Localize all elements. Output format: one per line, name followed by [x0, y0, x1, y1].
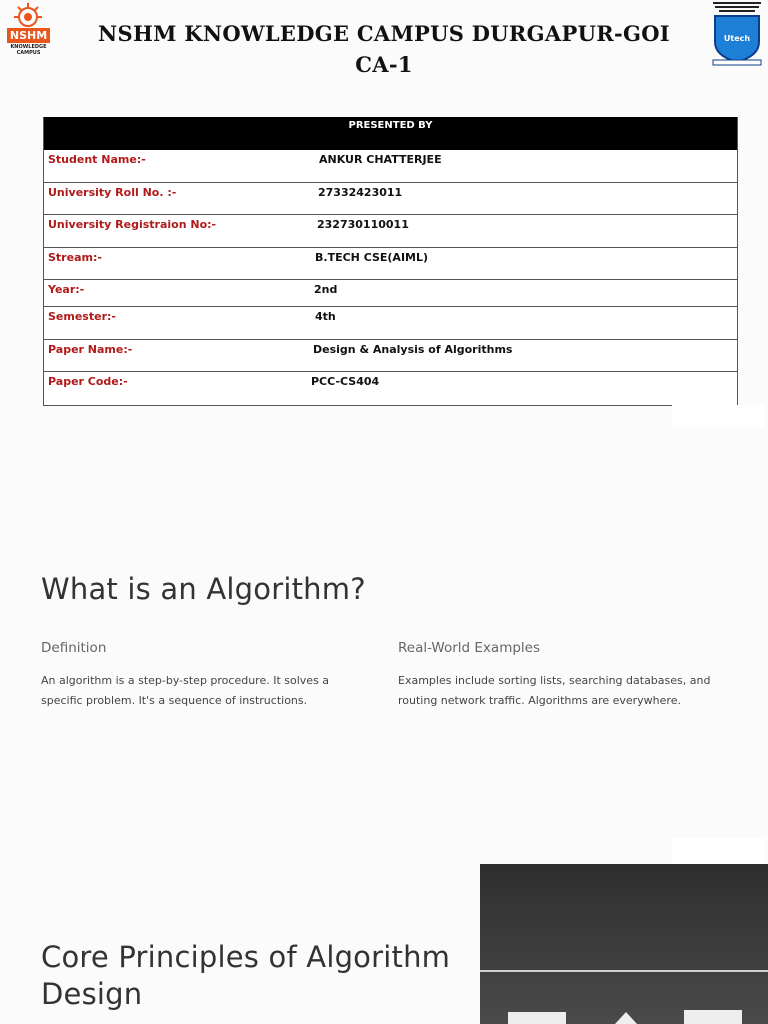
roll-no-value: 27332423011 — [318, 186, 403, 199]
table-row — [44, 183, 737, 215]
examples-heading: Real-World Examples — [398, 640, 541, 656]
paper-name-label: Paper Name:- — [48, 343, 133, 356]
white-patch — [672, 405, 764, 427]
table-row — [44, 280, 737, 307]
paper-code-value: PCC-CS404 — [311, 375, 380, 388]
algorithm-section-title: What is an Algorithm? — [41, 572, 366, 606]
page-subtitle: CA-1 — [355, 52, 413, 77]
definition-text: An algorithm is a step-by-step procedure. It solves a specific problem. It's a sequence of instructions. — [41, 674, 330, 707]
presented-by-heading: PRESENTED BY — [348, 120, 433, 131]
stream-value: B.TECH CSE(AIML) — [315, 251, 429, 264]
table-row — [44, 150, 737, 183]
presenter-table — [43, 117, 738, 406]
registration-no-value: 232730110011 — [317, 218, 409, 231]
core-principles-title: Core Principles of Algorithm Design — [41, 940, 451, 1011]
page-title: NSHM KNOWLEDGE CAMPUS DURGAPUR-GOI — [98, 21, 670, 46]
utech-logo-text: Utech — [723, 34, 751, 43]
registration-no-label: University Registraion No:- — [48, 218, 217, 231]
paper-name-value: Design & Analysis of Algorithms — [313, 343, 513, 356]
semester-label: Semester:- — [48, 310, 116, 323]
semester-value: 4th — [315, 310, 336, 323]
year-value: 2nd — [314, 283, 338, 296]
slide-image — [480, 864, 768, 1024]
presenter-table-header — [44, 117, 737, 150]
stream-label: Stream:- — [48, 251, 102, 264]
white-patch — [672, 838, 764, 864]
definition-heading: Definition — [41, 640, 107, 656]
table-row — [44, 307, 737, 340]
examples-text: Examples include sorting lists, searching databases, and routing network traffic. Algorithms are everywhere. — [398, 674, 711, 707]
student-name-label: Student Name:- — [48, 153, 146, 166]
nshm-logo-text: NSHM — [9, 29, 48, 42]
table-row — [44, 248, 737, 280]
table-row — [44, 340, 737, 372]
year-label: Year:- — [48, 283, 85, 296]
table-row — [44, 372, 737, 405]
student-name-value: ANKUR CHATTERJEE — [319, 153, 442, 166]
roll-no-label: University Roll No. :- — [48, 186, 177, 199]
paper-code-label: Paper Code:- — [48, 375, 128, 388]
table-row — [44, 215, 737, 248]
nshm-logo-subtext: KNOWLEDGE CAMPUS — [10, 44, 47, 56]
